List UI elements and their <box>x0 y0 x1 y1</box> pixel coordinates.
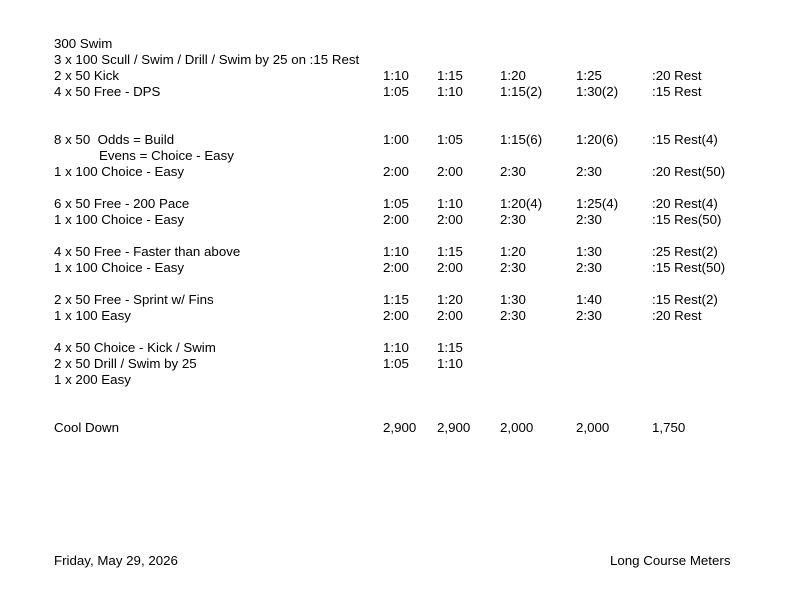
set-description: 1 x 100 Choice - Easy <box>54 164 185 179</box>
interval-4: 2:30 <box>576 260 602 275</box>
interval-2: 1:15 <box>437 340 463 355</box>
set-description: 6 x 50 Free - 200 Pace <box>54 196 190 211</box>
workout-row <box>0 36 792 52</box>
workout-row <box>0 372 792 388</box>
set-description: 2 x 50 Free - Sprint w/ Fins <box>54 292 214 307</box>
interval-4: 1:25 <box>576 68 602 83</box>
interval-4: 1:20(6) <box>576 132 619 147</box>
total-1: 2,900 <box>383 420 417 435</box>
totals-row <box>0 420 792 436</box>
interval-1: 1:00 <box>383 132 409 147</box>
interval-1: 1:10 <box>383 244 409 259</box>
rest: :15 Rest(50) <box>652 260 726 275</box>
footer-date: Friday, May 29, 2026 <box>54 553 178 568</box>
interval-2: 1:10 <box>437 356 463 371</box>
interval-1: 2:00 <box>383 308 409 323</box>
set-description: 4 x 50 Free - Faster than above <box>54 244 241 259</box>
interval-2: 1:10 <box>437 196 463 211</box>
set-description: 1 x 100 Choice - Easy <box>54 260 185 275</box>
workout-row <box>0 52 792 68</box>
interval-3: 2:30 <box>500 308 526 323</box>
set-description: Cool Down <box>54 420 120 435</box>
rest: :15 Rest(4) <box>652 132 718 147</box>
workout-row <box>0 308 792 324</box>
interval-2: 2:00 <box>437 308 463 323</box>
interval-1: 1:05 <box>383 196 409 211</box>
workout-row <box>0 164 792 180</box>
set-description: 8 x 50 Odds = Build <box>54 132 175 147</box>
set-description: 3 x 100 Scull / Swim / Drill / Swim by 25 on :15 Rest <box>54 52 360 67</box>
interval-1: 2:00 <box>383 164 409 179</box>
interval-2: 1:05 <box>437 132 463 147</box>
interval-4: 2:30 <box>576 212 602 227</box>
set-description: 4 x 50 Choice - Kick / Swim <box>54 340 216 355</box>
set-description: 1 x 100 Easy <box>54 308 131 323</box>
interval-1: 1:15 <box>383 292 409 307</box>
interval-4: 1:30 <box>576 244 602 259</box>
interval-2: 2:00 <box>437 164 463 179</box>
interval-2: 2:00 <box>437 260 463 275</box>
set-description: Evens = Choice - Easy <box>99 148 234 163</box>
interval-4: 2:30 <box>576 308 602 323</box>
rest: :20 Rest(4) <box>652 196 718 211</box>
rest: :20 Rest(50) <box>652 164 726 179</box>
interval-2: 1:15 <box>437 244 463 259</box>
workout-row <box>0 260 792 276</box>
interval-3: 1:20 <box>500 244 526 259</box>
interval-3: 2:30 <box>500 260 526 275</box>
workout-row <box>0 132 792 148</box>
total-5: 1,750 <box>652 420 686 435</box>
set-description: 300 Swim <box>54 36 113 51</box>
workout-row <box>0 84 792 100</box>
interval-1: 2:00 <box>383 212 409 227</box>
rest: :15 Rest <box>652 84 702 99</box>
interval-3: 1:20 <box>500 68 526 83</box>
interval-2: 2:00 <box>437 212 463 227</box>
workout-row <box>0 356 792 372</box>
rest: :20 Rest <box>652 68 702 83</box>
interval-4: 1:25(4) <box>576 196 619 211</box>
set-description: 4 x 50 Free - DPS <box>54 84 161 99</box>
set-description: 1 x 100 Choice - Easy <box>54 212 185 227</box>
workout-row <box>0 148 792 164</box>
rest: :15 Res(50) <box>652 212 722 227</box>
rest: :15 Rest(2) <box>652 292 718 307</box>
workout-row <box>0 212 792 228</box>
interval-2: 1:20 <box>437 292 463 307</box>
interval-3: 2:30 <box>500 164 526 179</box>
workout-row <box>0 244 792 260</box>
interval-3: 1:30 <box>500 292 526 307</box>
set-description: 2 x 50 Kick <box>54 68 120 83</box>
interval-4: 2:30 <box>576 164 602 179</box>
interval-1: 1:10 <box>383 340 409 355</box>
interval-1: 2:00 <box>383 260 409 275</box>
interval-1: 1:10 <box>383 68 409 83</box>
footer-course: Long Course Meters <box>610 553 731 568</box>
set-description: 2 x 50 Drill / Swim by 25 <box>54 356 197 371</box>
total-3: 2,000 <box>500 420 534 435</box>
interval-3: 1:20(4) <box>500 196 543 211</box>
total-2: 2,900 <box>437 420 471 435</box>
interval-4: 1:40 <box>576 292 602 307</box>
workout-row <box>0 196 792 212</box>
interval-1: 1:05 <box>383 356 409 371</box>
interval-2: 1:15 <box>437 68 463 83</box>
interval-3: 1:15(6) <box>500 132 543 147</box>
workout-row <box>0 68 792 84</box>
workout-row <box>0 340 792 356</box>
set-description: 1 x 200 Easy <box>54 372 131 387</box>
interval-2: 1:10 <box>437 84 463 99</box>
rest: :25 Rest(2) <box>652 244 718 259</box>
interval-1: 1:05 <box>383 84 409 99</box>
interval-4: 1:30(2) <box>576 84 619 99</box>
total-4: 2,000 <box>576 420 610 435</box>
interval-3: 1:15(2) <box>500 84 543 99</box>
workout-row <box>0 292 792 308</box>
rest: :20 Rest <box>652 308 702 323</box>
interval-3: 2:30 <box>500 212 526 227</box>
